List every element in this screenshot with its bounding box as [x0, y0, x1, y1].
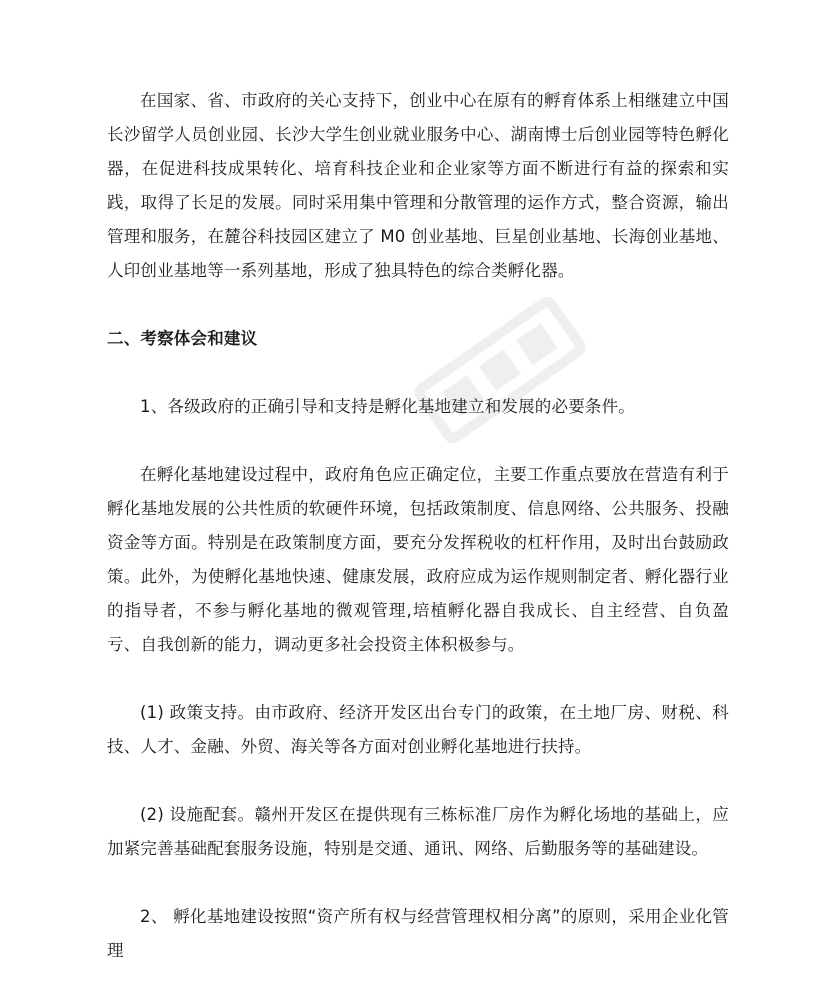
paragraph-facility-support: (2) 设施配套。赣州开发区在提供现有三栋标准厂房作为孵化场地的基础上，应加紧完善基础配套服务设施，特别是交通、通讯、网络、后勤服务等的基础建设。 [107, 805, 729, 858]
paragraph-incubator-overview: 在国家、省、市政府的关心支持下，创业中心在原有的孵育体系上相继建立中国长沙留学人员创业园、长沙大学生创业就业服务中心、湖南博士后创业园等特色孵化器，在促进科技成果转化、培育科技企业和企业家等方面不断进行有益的探索和实践，取得了长足的发展。同时采用集中管理和分散管理的运作方式，整合资源，输出管理和服务，在麓谷科技园区建立了 M0 创业基地、巨星创业基地、长海创业基地、人印创业基地等一系列基地，形成了独具特色的综合类孵化器。 [107, 91, 729, 280]
document-body [107, 84, 729, 968]
paragraph-point-2: 2、 孵化基地建设按照“资产所有权与经营管理权相分离”的原则，采用企业化管理 [107, 907, 729, 960]
paragraph-point-1: 1、各级政府的正确引导和支持是孵化基地建立和发展的必要条件。 [140, 397, 635, 416]
section-heading: 二、考察体会和建议 [107, 329, 258, 348]
paragraph-government-role: 在孵化基地建设过程中，政府角色应正确定位，主要工作重点要放在营造有利于孵化基地发展的公共性质的软硬件环境，包括政策制度、信息网络、公共服务、投融资金等方面。特别是在政策制度方面，要充分发挥税收的杠杆作用，及时出台鼓励政策。此外，为使孵化基地快速、健康发展，政府应成为运作规则制定者、孵化器行业的指导者，不参与孵化基地的微观管理,培植孵化器自我成长、自主经营、自负盈亏、自我创新的能力，调动更多社会投资主体积极参与。 [107, 465, 729, 654]
paragraph-policy-support: (1) 政策支持。由市政府、经济开发区出台专门的政策，在土地厂房、财税、科技、人才、金融、外贸、海关等各方面对创业孵化基地进行扶持。 [107, 703, 729, 756]
